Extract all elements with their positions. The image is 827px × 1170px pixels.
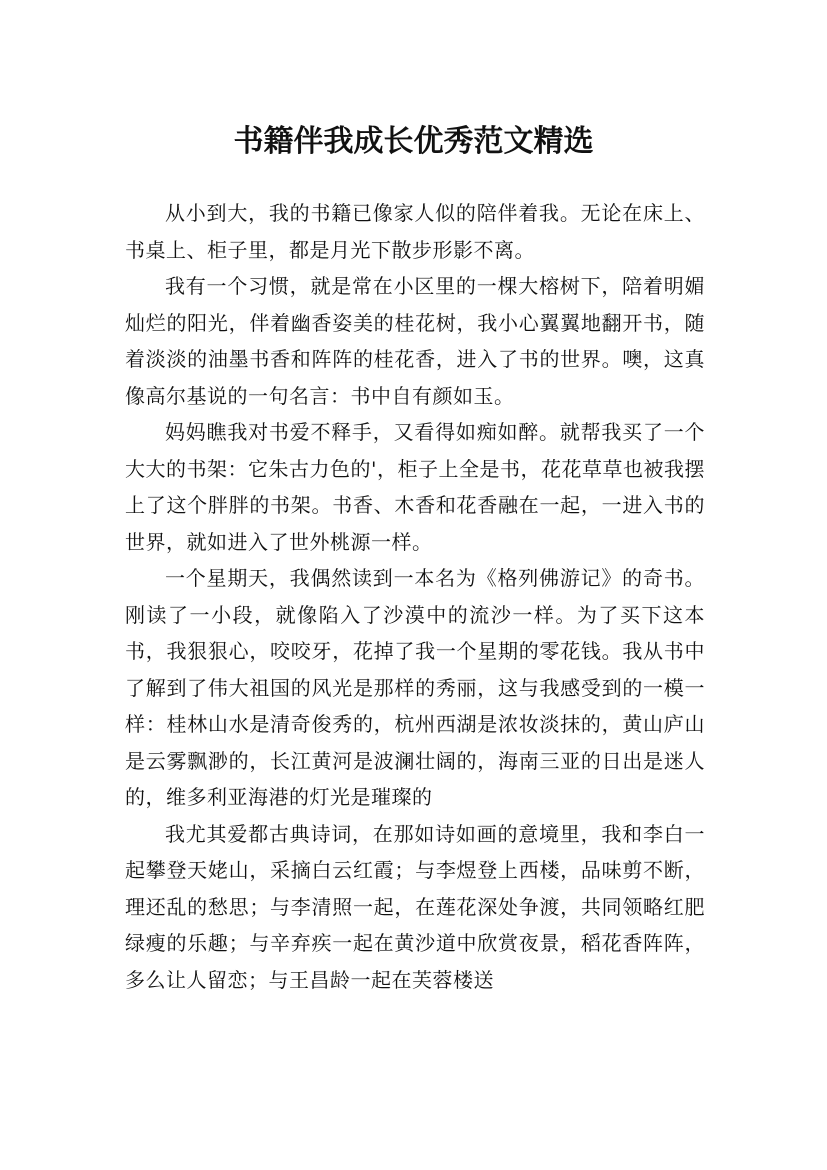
paragraph: 一个星期天，我偶然读到一本名为《格列佛游记》的奇书。刚读了一小段，就像陷入了沙漠中的流沙一样。为了买下这本书，我狠狠心，咬咬牙，花掉了我一个星期的零花钱。我从书中了解到了伟大祖国的风光是那样的秀丽，这与我感受到的一模一样：桂林山水是清奇俊秀的，杭州西湖是浓妆淡抹的，黄山庐山是云雾飘渺的，长江黄河是波澜壮阔的，海南三亚的日出是迷人的，维多利亚海港的灯光是璀璨的 (125, 566, 705, 809)
document-body (125, 195, 705, 998)
paragraph: 我尤其爱都古典诗词，在那如诗如画的意境里，我和李白一起攀登天姥山，采摘白云红霞；与李煜登上西楼，品味剪不断，理还乱的愁思；与李清照一起，在莲花深处争渡，共同领略红肥绿瘦的乐趣；与辛弃疾一起在黄沙道中欣赏夜景，稻花香阵阵，多么让人留恋；与王昌龄一起在芙蓉楼送 (125, 821, 705, 992)
paragraph: 妈妈瞧我对书爱不释手，又看得如痴如醉。就帮我买了一个大大的书架：它朱古力色的'，柜子上全是书，花花草草也被我摆上了这个胖胖的书架。书香、木香和花香融在一起，一进入书的世界，就如进入了世外桃源一样。 (125, 420, 705, 554)
paragraph: 我有一个习惯，就是常在小区里的一棵大榕树下，陪着明媚灿烂的阳光，伴着幽香姿美的桂花树，我小心翼翼地翻开书，随着淡淡的油墨书香和阵阵的桂花香，进入了书的世界。噢，这真像高尔基说的一句名言：书中自有颜如玉。 (125, 274, 705, 408)
paragraph: 从小到大，我的书籍已像家人似的陪伴着我。无论在床上、书桌上、柜子里，都是月光下散步形影不离。 (125, 201, 705, 262)
document-title: 书籍伴我成长优秀范文精选 (233, 124, 594, 160)
